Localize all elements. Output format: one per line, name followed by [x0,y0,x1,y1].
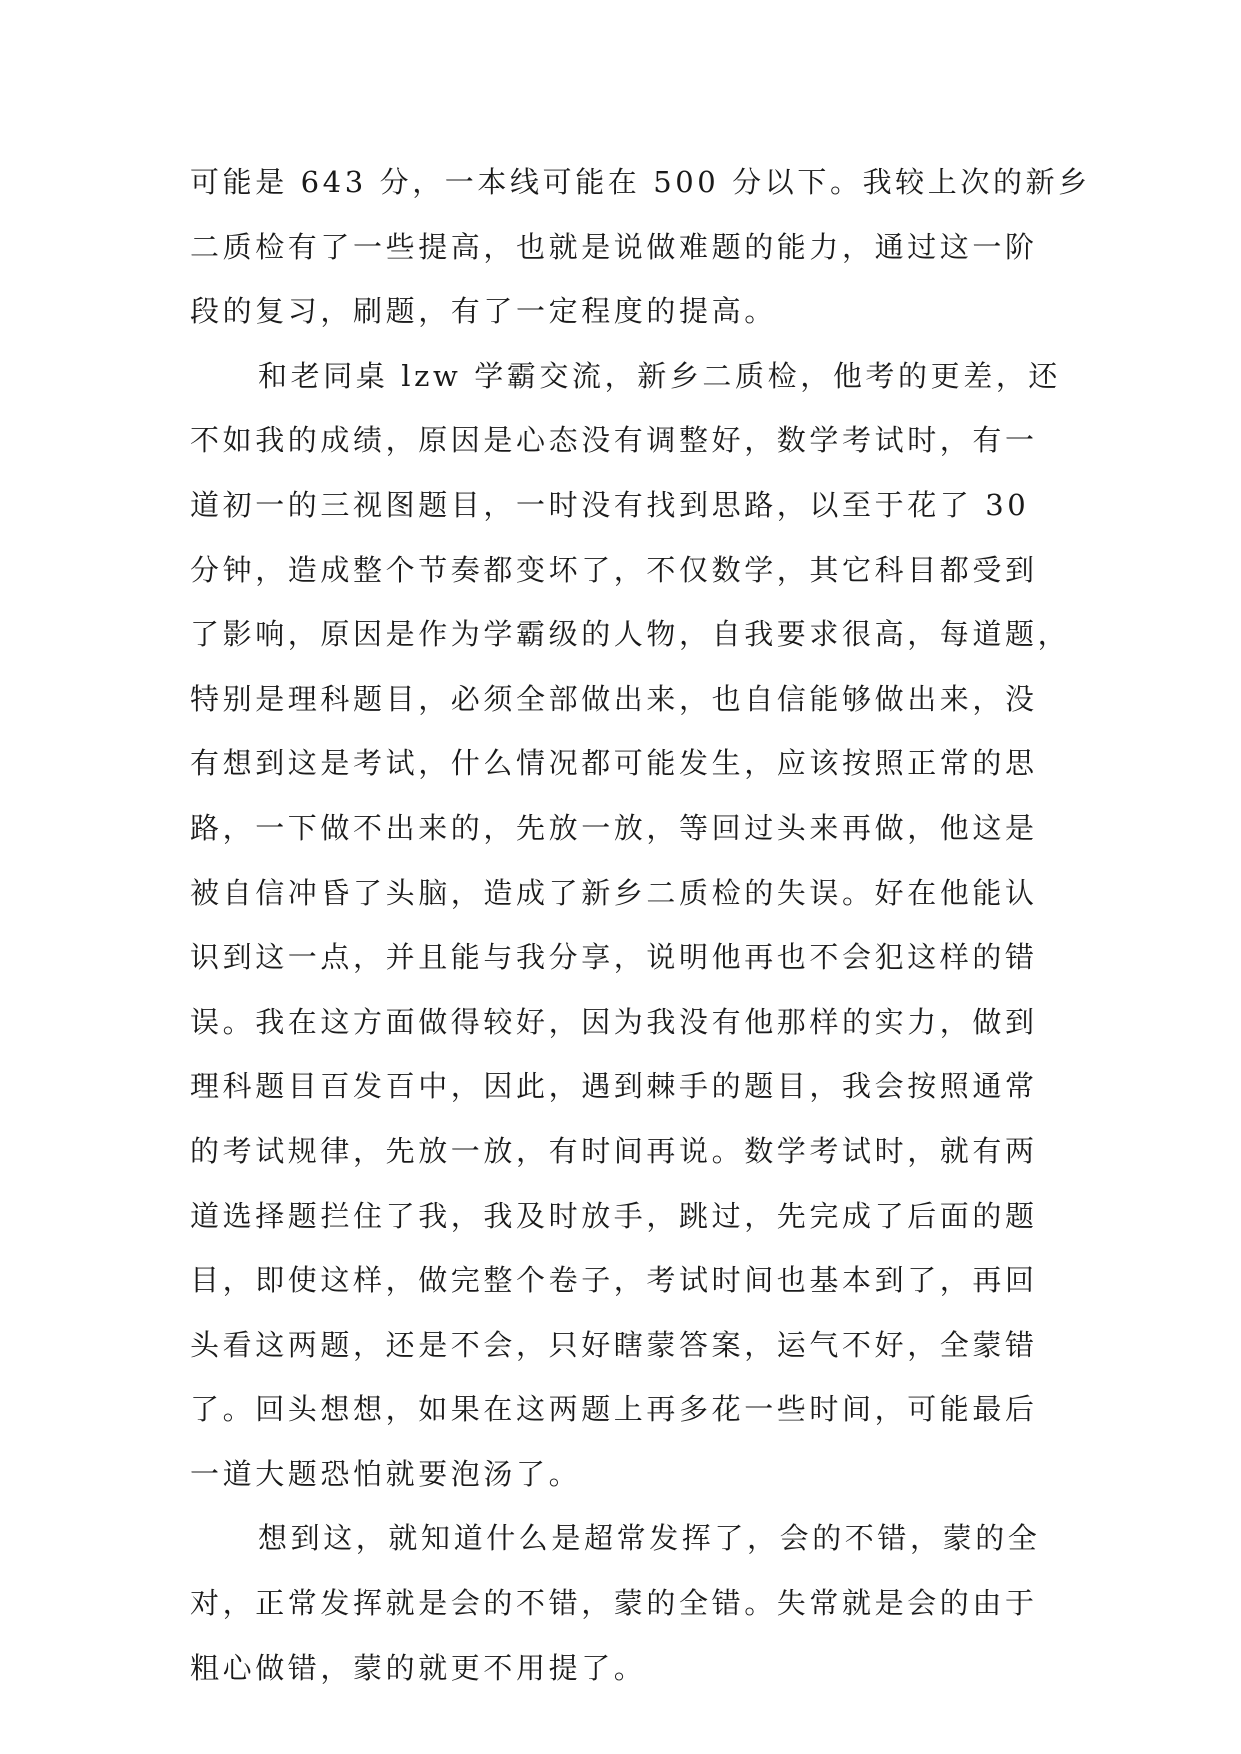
paragraph-line: 一道大题恐怕就要泡汤了。 [190,1456,582,1491]
paragraph-line: 不如我的成绩，原因是心态没有调整好，数学考试时，有一 [190,423,1038,458]
paragraph-line: 和老同桌 lzw 学霸交流，新乡二质检，他考的更差，还 [258,358,1062,393]
paragraph-line: 分钟，造成整个节奏都变坏了，不仅数学，其它科目都受到 [190,552,1038,587]
paragraph-line: 误。我在这方面做得较好，因为我没有他那样的实力，做到 [190,1004,1038,1039]
paragraph-line: 道选择题拦住了我，我及时放手，跳过，先完成了后面的题 [190,1198,1038,1233]
paragraph-line: 理科题目百发百中，因此，遇到棘手的题目，我会按照通常 [190,1069,1038,1104]
paragraph-line: 想到这，就知道什么是超常发挥了，会的不错，蒙的全 [258,1521,1041,1556]
paragraph-line: 段的复习，刷题，有了一定程度的提高。 [190,294,777,329]
paragraph-line: 可能是 643 分，一本线可能在 500 分以下。我较上次的新乡 [190,165,1091,199]
paragraph-line: 有想到这是考试，什么情况都可能发生，应该按照正常的思 [190,746,1038,781]
paragraph-line: 的考试规律，先放一放，有时间再说。数学考试时，就有两 [190,1133,1038,1168]
paragraph-line: 道初一的三视图题目，一时没有找到思路，以至于花了 30 [190,487,1030,522]
paragraph-line: 被自信冲昏了头脑，造成了新乡二质检的失误。好在他能认 [190,875,1038,910]
paragraph-line: 路，一下做不出来的，先放一放，等回过头来再做，他这是 [190,810,1038,845]
paragraph-line: 二质检有了一些提高，也就是说做难题的能力，通过这一阶 [190,229,1038,264]
paragraph-line: 目，即使这样，做完整个卷子，考试时间也基本到了，再回 [190,1263,1038,1298]
paragraph-line: 特别是理科题目，必须全部做出来，也自信能够做出来，没 [190,681,1038,716]
paragraph-line: 了。回头想想，如果在这两题上再多花一些时间，可能最后 [190,1392,1038,1427]
paragraph-line: 对，正常发挥就是会的不错，蒙的全错。失常就是会的由于 [190,1586,1038,1621]
document-body [190,150,1091,1700]
paragraph-line: 头看这两题，还是不会，只好瞎蒙答案，运气不好，全蒙错 [190,1327,1038,1362]
paragraph-line: 识到这一点，并且能与我分享，说明他再也不会犯这样的错 [190,940,1038,975]
paragraph-line: 了影响，原因是作为学霸级的人物，自我要求很高，每道题， [190,617,1071,652]
paragraph-line: 粗心做错，蒙的就更不用提了。 [190,1650,647,1685]
